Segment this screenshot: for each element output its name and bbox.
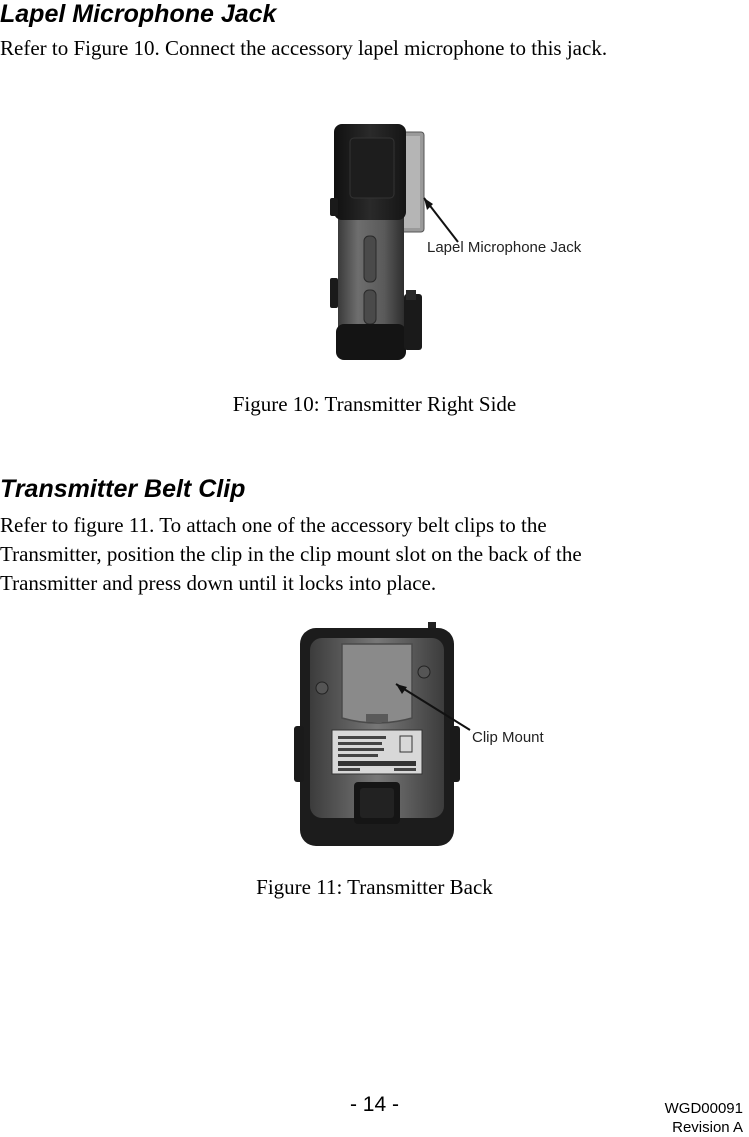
transmitter-back-illustration [294, 622, 460, 846]
revision-label: Revision A [672, 1119, 743, 1136]
figure-transmitter-back [290, 622, 570, 850]
section-body-line-3: Transmitter and press down until it locks into place. [0, 571, 437, 595]
page-number: - 14 - [349, 1093, 399, 1116]
callout-label-clip-mount: Clip Mount [472, 729, 544, 746]
section-body-line-1: Refer to figure 11. To attach one of the accessory belt clips to the [0, 513, 547, 537]
section-body-line-2: Transmitter, position the clip in the clip mount slot on the back of the [0, 542, 582, 566]
section-heading-lapel-microphone-jack: Lapel Microphone Jack [0, 0, 277, 28]
section-body-lapel-microphone-jack: Refer to Figure 10. Connect the accessory lapel microphone to this jack. [0, 36, 608, 60]
figure-11-caption: Figure 11: Transmitter Back [256, 875, 493, 899]
figure-transmitter-right-side [320, 118, 610, 366]
figure-10-caption: Figure 10: Transmitter Right Side [232, 392, 517, 416]
section-heading-transmitter-belt-clip: Transmitter Belt Clip [0, 475, 246, 503]
callout-label-lapel-microphone-jack: Lapel Microphone Jack [427, 239, 582, 256]
document-meta [665, 1099, 743, 1137]
document-id: WGD00091 [664, 1100, 743, 1117]
transmitter-side-illustration [330, 124, 424, 360]
